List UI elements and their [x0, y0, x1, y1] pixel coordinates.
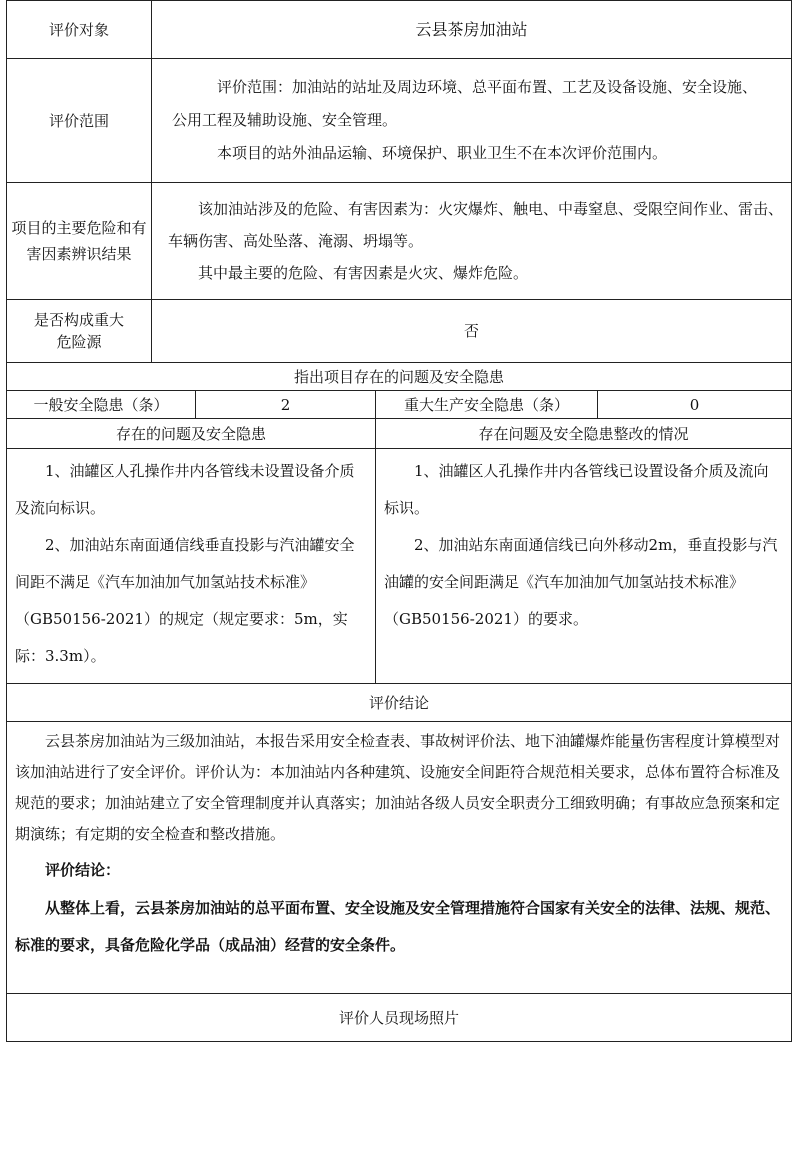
general-hazard-label: 一般安全隐患（条） [7, 391, 196, 419]
row-scope [7, 59, 792, 183]
row-major-hazard [7, 300, 792, 363]
issues-right-content [376, 449, 792, 684]
row-object [7, 1, 792, 59]
scope-paragraph-1: 评价范围：加油站的站址及周边环境、总平面布置、工艺及设备设施、安全设施、公用工程及辅助设施、安全管理。 [172, 78, 758, 129]
hazard-paragraph-2: 其中最主要的危险、有害因素是火灾、爆炸危险。 [198, 264, 529, 282]
conclusion-body: 云县茶房加油站为三级加油站，本报告采用安全检查表、事故树评价法、地下油罐爆炸能量伤害程度计算模型对该加油站进行了安全评价。评价认为：本加油站内各种建筑、设施安全间距符合规范相关要求，总体布置符合标准及规范的要求；加油站建立了安全管理制度并认真落实；加油站各级人员安全职责分工细致明确；有事故应急预案和定期演练；有定期的安全检查和整改措施。 [15, 732, 781, 843]
hazard-content [152, 183, 792, 300]
major-hazard-label: 是否构成重大危险源 [7, 300, 152, 363]
row-hazard [7, 183, 792, 300]
scope-content [152, 59, 792, 183]
issues-header: 指出项目存在的问题及安全隐患 [7, 363, 792, 391]
issue-item-2: 2、加油站东南面通信线垂直投影与汽油罐安全间距不满足《汽车加油加气加氢站技术标准》（GB50156-2021）的规定（规定要求：5m，实际：3.3m）。 [15, 536, 355, 665]
major-hazard-count-label: 重大生产安全隐患（条） [376, 391, 598, 419]
row-conclusion-header [7, 684, 792, 722]
conclusion-content [7, 722, 792, 994]
rectification-item-1: 1、油罐区人孔操作井内各管线已设置设备介质及流向标识。 [384, 462, 769, 517]
major-hazard-count: 0 [598, 391, 792, 419]
issues-left-content [7, 449, 376, 684]
conclusion-subtitle: 评价结论： [45, 861, 121, 879]
object-label: 评价对象 [7, 1, 152, 59]
conclusion-header: 评价结论 [7, 684, 792, 722]
row-photos-header [7, 994, 792, 1042]
row-columns-header [7, 419, 792, 449]
evaluation-table [6, 0, 792, 1042]
issue-item-1: 1、油罐区人孔操作井内各管线未设置设备介质及流向标识。 [15, 462, 355, 517]
object-value: 云县茶房加油站 [152, 1, 792, 59]
issues-left-header: 存在的问题及安全隐患 [7, 419, 376, 449]
major-hazard-value: 否 [152, 300, 792, 363]
hazard-label: 项目的主要危险和有害因素辨识结果 [7, 183, 152, 300]
hazard-paragraph-1: 该加油站涉及的危险、有害因素为：火灾爆炸、触电、中毒窒息、受限空间作业、雷击、车辆伤害、高处坠落、淹溺、坍塌等。 [168, 200, 784, 250]
row-counts [7, 391, 792, 419]
row-issues-detail [7, 449, 792, 684]
row-issues-header [7, 363, 792, 391]
row-conclusion-body [7, 722, 792, 994]
scope-paragraph-2: 本项目的站外油品运输、环境保护、职业卫生不在本次评价范围内。 [217, 144, 668, 162]
rectification-item-2: 2、加油站东南面通信线已向外移动2m，垂直投影与汽油罐的安全间距满足《汽车加油加气加氢站技术标准》（GB50156-2021）的要求。 [384, 536, 778, 628]
general-hazard-count: 2 [196, 391, 376, 419]
photos-header: 评价人员现场照片 [7, 994, 792, 1042]
scope-label: 评价范围 [7, 59, 152, 183]
conclusion-final: 从整体上看，云县茶房加油站的总平面布置、安全设施及安全管理措施符合国家有关安全的法律、法规、规范、标准的要求，具备危险化学品（成品油）经营的安全条件。 [15, 899, 781, 954]
issues-right-header: 存在问题及安全隐患整改的情况 [376, 419, 792, 449]
